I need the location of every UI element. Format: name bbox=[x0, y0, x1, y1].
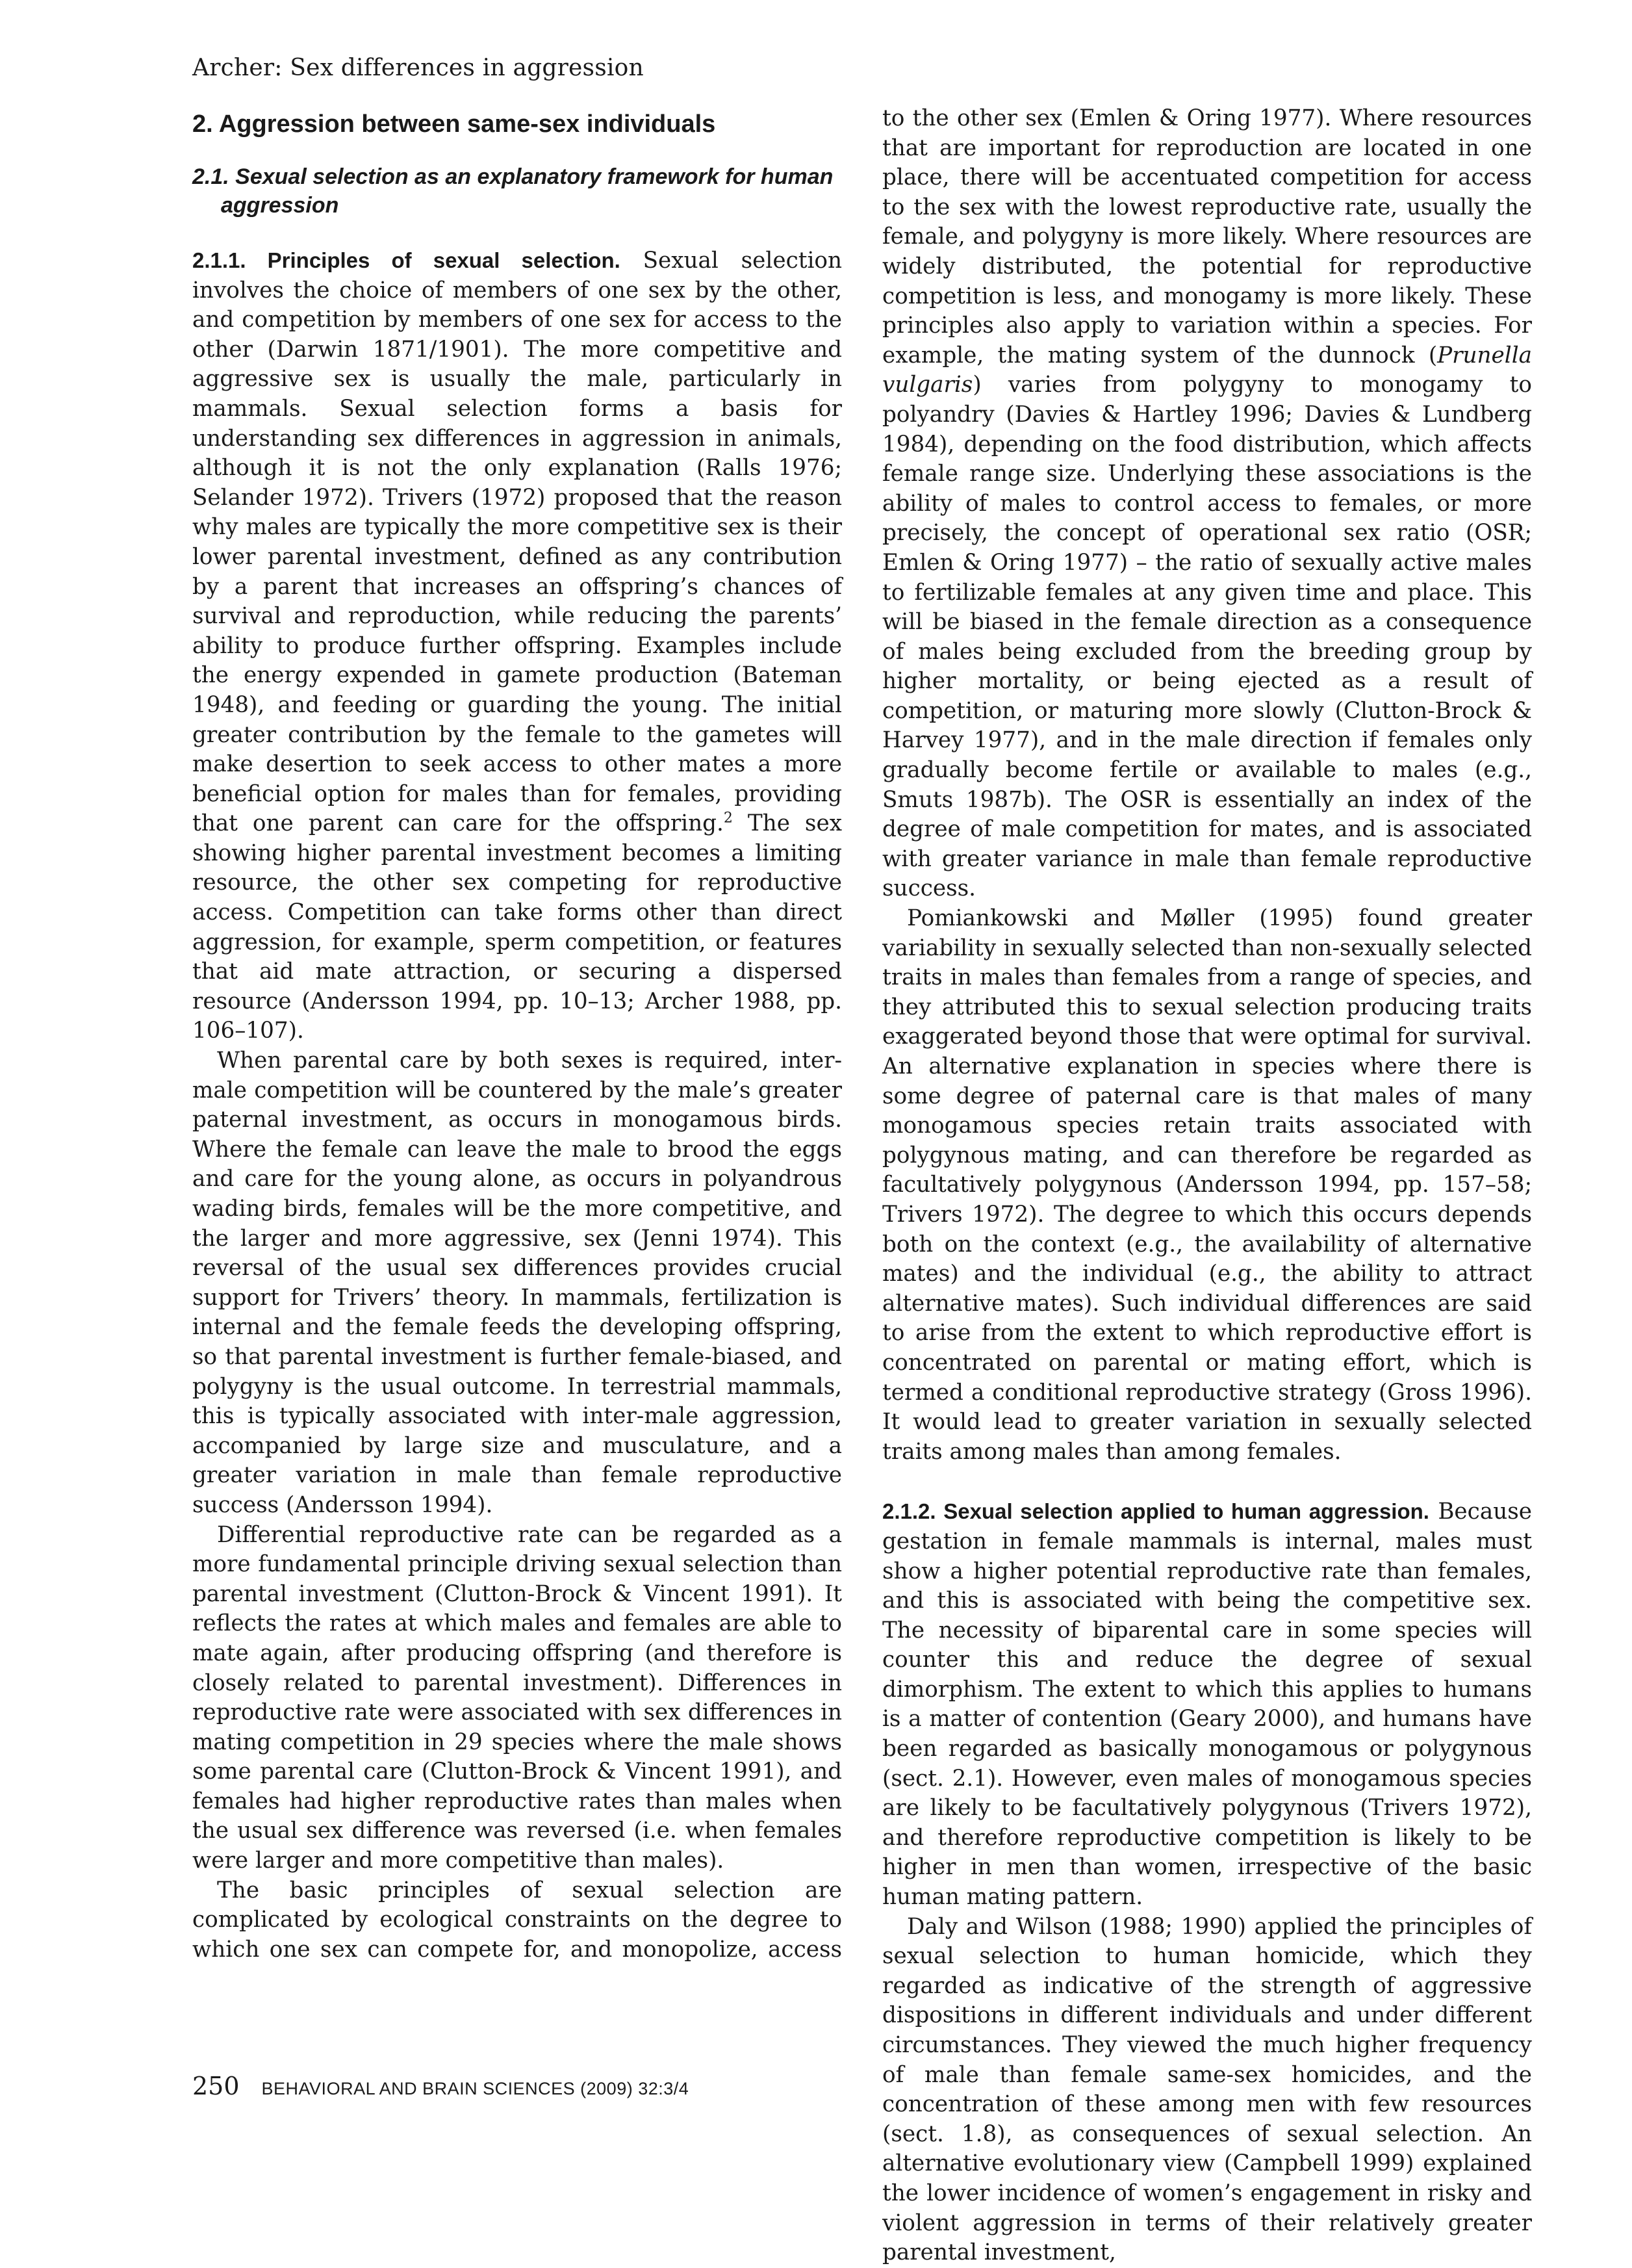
section-gap bbox=[882, 1467, 1532, 1497]
paragraph-text: Because gestation in female mammals is internal, males must show a higher potential reproductive rate than females, and this is associated with being the competitive sex. The necessity of biparental care in some species will counter this and reduce the degree of sexual dimorphism. The extent to which this applies to humans is a matter of contention (Geary 2000), and humans have been regarded as basically monogamous or polygynous (sect. 2.1). However, even males of monogamous species are likely to be facultatively polygynous (Trivers 1972), and therefore reproductive competition is likely to be higher in men than women, irrespective of the basic human mating pattern. bbox=[882, 1499, 1532, 1911]
paragraph-ecological-constraints-continued: to the other sex (Emlen & Oring 1977). Where resources that are important for reproduction are located in one place, there will be accentuated competition for access to the sex with the lowest reproductive rate, usually the female, and polygyny is more likely. Where resources are widely distributed, the potential for reproductive competition is less, and monogamy is more likely. These principles also apply to variation within a species. For example, the mating system of the dunnock (Prunella vulgaris) varies from polygyny to monogamy to polyandry (Davies & Hartley 1996; Davies & Lundberg 1984), depending on the food distribution, which affects female range size. Underlying these associations is the ability of males to control access to females, or more precisely, the concept of operational sex ratio (OSR; Emlen & Oring 1977) – the ratio of sexually active males to fertilizable females at any given time and place. This will be biased in the female direction as a consequence of males being excluded from the breeding group by higher mortality, or being ejected as a result of competition, or maturing more slowly (Clutton-Brock & Harvey 1977), and in the male direction if females only gradually become fertile or available to males (e.g., Smuts 1987b). The OSR is essentially an index of the degree of male competition for mates, and is associated with greater variance in male than female reproductive success. bbox=[882, 105, 1533, 902]
running-head: Archer: Sex differences in aggression bbox=[192, 55, 644, 81]
paragraph-reproductive-rate: Differential reproductive rate can be regarded as a more fundamental principle driving sexual selection than parental investment (Clutton-Brock & Vincent 1991). It reflects the rates at which males and females are able to mate again, after producing offspring (and therefore is closely related to parental investment). Differences in reproductive rate were associated with sex differences in mating competition in 29 species where the male shows some parental care (Clutton-Brock & Vincent 1991), and females had higher reproductive rates than males when the usual sex difference was reversed (i.e. when females were larger and more competitive than males). bbox=[192, 1521, 842, 1874]
paragraph-parental-care: When parental care by both sexes is required, inter-male competition will be countered by the male’s greater paternal investment, as occurs in monogamous birds. Where the female can leave the male to brood the eggs and care for the young alone, as occurs in polyandrous wading birds, females will be the more competitive, and the larger and more aggressive, sex (Jenni 1974). This reversal of the usual sex differences provides crucial support for Trivers’ theory. In mammals, fertilization is internal and the female feeds the developing offspring, so that parental investment is further female-biased, and polygyny is the usual outcome. In terrestrial mammals, this is typically associated with inter-male aggression, accompanied by large size and musculature, and a greater variation in male than female reproductive success (Andersson 1994). bbox=[192, 1048, 842, 1518]
page-number: 250 bbox=[192, 2072, 240, 2100]
paragraph-heading-2-1-2: 2.1.2. Sexual selection applied to human aggression. bbox=[882, 1499, 1429, 1524]
journal-citation: BEHAVIORAL AND BRAIN SCIENCES (2009) 32:3/4 bbox=[261, 2079, 689, 2098]
paragraph-homicide: Daly and Wilson (1988; 1990) applied the principles of sexual selection to human homicide, which they regarded as indicative of the strength of aggressive dispositions in different individuals and under different circumstances. They viewed the much higher frequency of male than female same-sex homicides, and the concentration of these among men with few resources (sect. 1.8), as consequences of sexual selection. An alternative evolutionary view (Campbell 1999) explained the lower incidence of women’s engagement in risky and violent aggression in terms of their relatively greater parental investment, bbox=[882, 1913, 1532, 2266]
right-column-flow bbox=[882, 104, 1532, 2268]
paragraph-human-aggression bbox=[882, 1497, 1532, 1912]
page-footer bbox=[192, 2072, 689, 2100]
section-heading: 2. Aggression between same-sex individuals bbox=[192, 110, 716, 138]
left-column bbox=[192, 104, 842, 1965]
paragraph-principles bbox=[192, 246, 842, 1046]
paragraph-text: Sexual selection involves the choice of members of one sex by the other, and competition by members of one sex for access to the other (Darwin 1871/1901). The more competitive and aggressive sex is usually the male, particularly in mammals. Sexual selection forms a basis for understanding sex differences in aggression in animals, although it is not the only explanation (Ralls 1976; Selander 1972). Trivers (1972) proposed that the reason why males are typically the more competitive sex is their lower parental investment, defined as any contribution by a parent that increases an offspring’s chances of survival and reproduction, while reducing the parents’ ability to produce further offspring. Examples include the energy expended in gamete production (Bateman 1948), and feeding or guarding the young. The initial greater contribution by the female to the gametes will make desertion to seek access to other mates a more beneficial option for males than for females, providing that one parent can care for the offspring. bbox=[192, 248, 842, 837]
paragraph-heading-2-1-1: 2.1.1. Principles of sexual selection. bbox=[192, 248, 620, 272]
footnote-marker: 2 bbox=[723, 810, 733, 827]
subsection-heading: 2.1. Sexual selection as an explanatory framework for human aggression bbox=[192, 164, 834, 218]
paragraph-ecological-constraints: The basic principles of sexual selection are complicated by ecological constraints on the degree to which one sex can compete for, and monopolize, access bbox=[192, 1877, 843, 1963]
paragraph-text: The sex showing higher parental investment becomes a limiting resource, the other sex competing for reproductive access. Competition can take forms other than direct aggression, for example, sperm competition, or features that aid mate attraction, or securing a dispersed resource (Andersson 1994, pp. 10–13; Archer 1988, pp. 106–107). bbox=[192, 810, 842, 1044]
paragraph-variability: Pomiankowski and Møller (1995) found greater variability in sexually selected than non-sexually selected traits in males than females from a range of species, and they attributed this to sexual selection producing traits exaggerated beyond those that were optimal for survival. An alternative explanation in species where there is some degree of paternal care is that males of many monogamous species retain traits associated with polygynous mating, and can therefore be regarded as facultatively polygynous (Andersson 1994, pp. 157–58; Trivers 1972). The degree to which this occurs depends both on the context (e.g., the availability of alternative mates) and the individual (e.g., the ability to attract alternative mates). Such individual differences are said to arise from the extent to which reproductive effort is concentrated on parental or mating effort, which is termed a conditional reproductive strategy (Gross 1996). It would lead to greater variation in sexually selected traits among males than among females. bbox=[882, 905, 1532, 1465]
